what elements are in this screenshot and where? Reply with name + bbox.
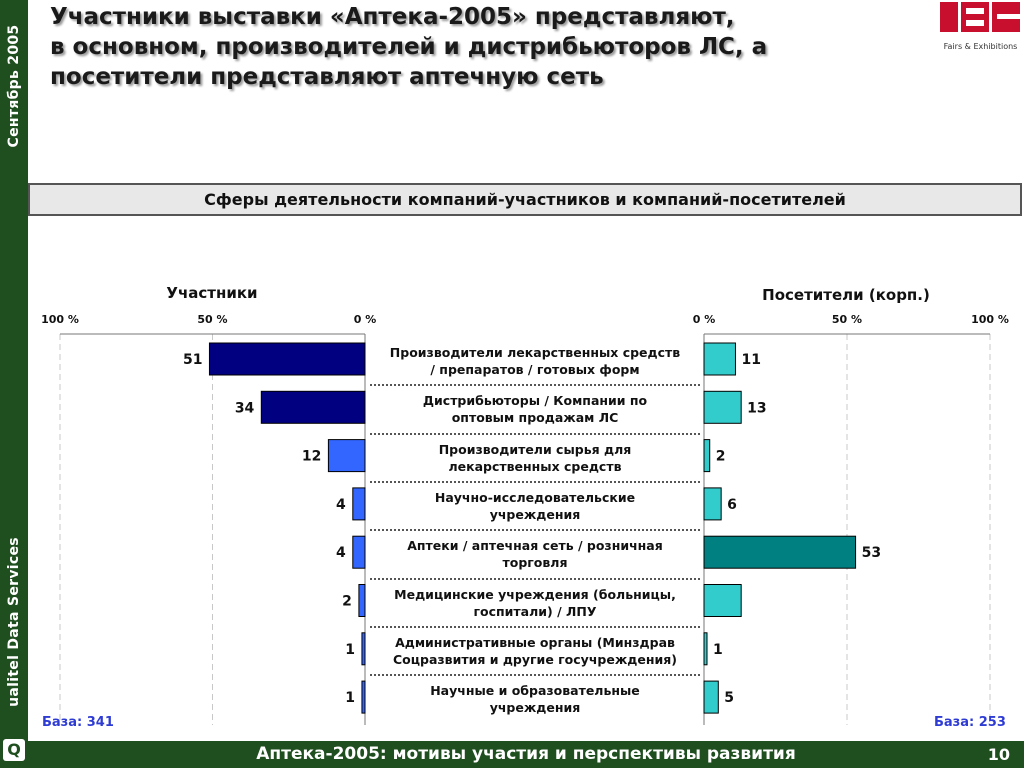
right-bar: [704, 633, 707, 665]
footer: [28, 741, 1024, 768]
right-value-label: 53: [861, 545, 882, 562]
category-label-line: Административные органы (Минздрав: [395, 634, 675, 650]
left-value-label: 1: [345, 641, 355, 658]
left-axis-tick-label: 100 %: [41, 313, 79, 326]
right-bar: [704, 536, 856, 568]
right-axis-tick-label: 50 %: [831, 313, 863, 326]
category-label: [370, 487, 700, 531]
sidebar-brand: ualitel Data Services: [6, 537, 22, 707]
category-label-line: Аптеки / аптечная сеть / розничная: [407, 538, 663, 554]
category-label: [370, 584, 700, 628]
left-value-label: 4: [336, 496, 346, 513]
right-bar: [704, 391, 741, 423]
right-bar: [704, 343, 735, 375]
left-value-label: 4: [336, 545, 346, 562]
left-bar: [328, 440, 365, 472]
left-bar: [362, 633, 365, 665]
base-left: База: 341: [42, 715, 114, 730]
left-value-label: 1: [345, 690, 355, 707]
left-axis-tick-label: 0 %: [353, 313, 377, 326]
category-separator: [370, 433, 700, 435]
left-bar: [261, 391, 365, 423]
category-separator: [370, 578, 700, 580]
category-label-line: Соцразвития и другие госучреждения): [393, 651, 677, 667]
right-bar: [704, 488, 721, 520]
right-axis-tick-label: 0 %: [692, 313, 716, 326]
category-separator: [370, 529, 700, 531]
title-line: Участники выставки «Аптека-2005» представляют,: [50, 4, 735, 30]
right-value-label: 6: [727, 496, 737, 513]
category-label: [370, 680, 700, 724]
right-series-title: Посетители (корп.): [762, 286, 930, 304]
footer-text: Аптека-2005: мотивы участия и перспективы развития: [256, 744, 796, 764]
right-value-label: 5: [724, 690, 735, 707]
left-value-label: 2: [342, 593, 352, 610]
category-label: [370, 342, 700, 386]
left-bar: [353, 536, 365, 568]
title-line: посетители представляют аптечную сеть: [50, 64, 604, 90]
category-label-line: Медицинские учреждения (больницы,: [394, 586, 676, 602]
right-value-label: 13: [747, 400, 767, 417]
category-label-line: лекарственных средств: [448, 458, 622, 474]
right-axis-tick-label: 100 %: [971, 313, 1009, 326]
category-label-line: учреждения: [489, 506, 581, 522]
left-bar: [359, 585, 365, 617]
left-bar: [353, 488, 365, 520]
logo-caption: Fairs & Exhibitions: [943, 42, 1018, 51]
title-line: в основном, производителей и дистрибьюторов ЛС, а: [50, 34, 768, 60]
category-separator: [370, 481, 700, 483]
category-separator: [370, 674, 700, 676]
left-axis-tick-label: 50 %: [197, 313, 228, 326]
category-label: [370, 632, 700, 676]
category-label-line: / препаратов / готовых форм: [430, 362, 640, 377]
left-value-label: 51: [182, 352, 203, 368]
right-value-label: 1: [713, 641, 723, 658]
qualitel-logo-icon: Q: [3, 739, 25, 761]
category-label: [370, 439, 700, 483]
left-value-label: 12: [301, 448, 322, 465]
left-value-label: 34: [234, 400, 255, 417]
category-label-line: торговля: [502, 555, 568, 571]
right-bar: [704, 681, 718, 713]
category-label-line: Научные и образовательные: [430, 683, 640, 699]
page-number: 10: [987, 745, 1010, 764]
category-label-line: Дистрибьюторы / Компании по: [422, 393, 648, 409]
left-series-title: Участники: [166, 284, 258, 302]
left-bar: [209, 343, 365, 375]
category-separator: [370, 626, 700, 628]
category-label: [370, 390, 700, 434]
category-separator: [370, 384, 700, 386]
left-bar: [362, 681, 365, 713]
category-label-line: Научно-исследовательские: [434, 489, 636, 505]
category-label-line: госпитали) / ЛПУ: [473, 603, 597, 619]
right-value-label: 2: [715, 448, 726, 465]
chart-subtitle: Сферы деятельности компаний-участников и компаний-посетителей: [28, 183, 1022, 216]
sidebar-date: Сентябрь 2005: [6, 24, 22, 148]
right-bar: [704, 440, 710, 472]
category-label-line: Производители сырья для: [438, 441, 632, 457]
category-label-line: Производители лекарственных средств: [389, 345, 681, 360]
base-right: База: 253: [934, 715, 1006, 730]
right-value-label: 11: [741, 352, 761, 368]
category-label-line: оптовым продажам ЛС: [451, 410, 619, 426]
category-label-line: учреждения: [489, 700, 581, 716]
right-bar: [704, 585, 741, 617]
category-label: [370, 535, 700, 579]
